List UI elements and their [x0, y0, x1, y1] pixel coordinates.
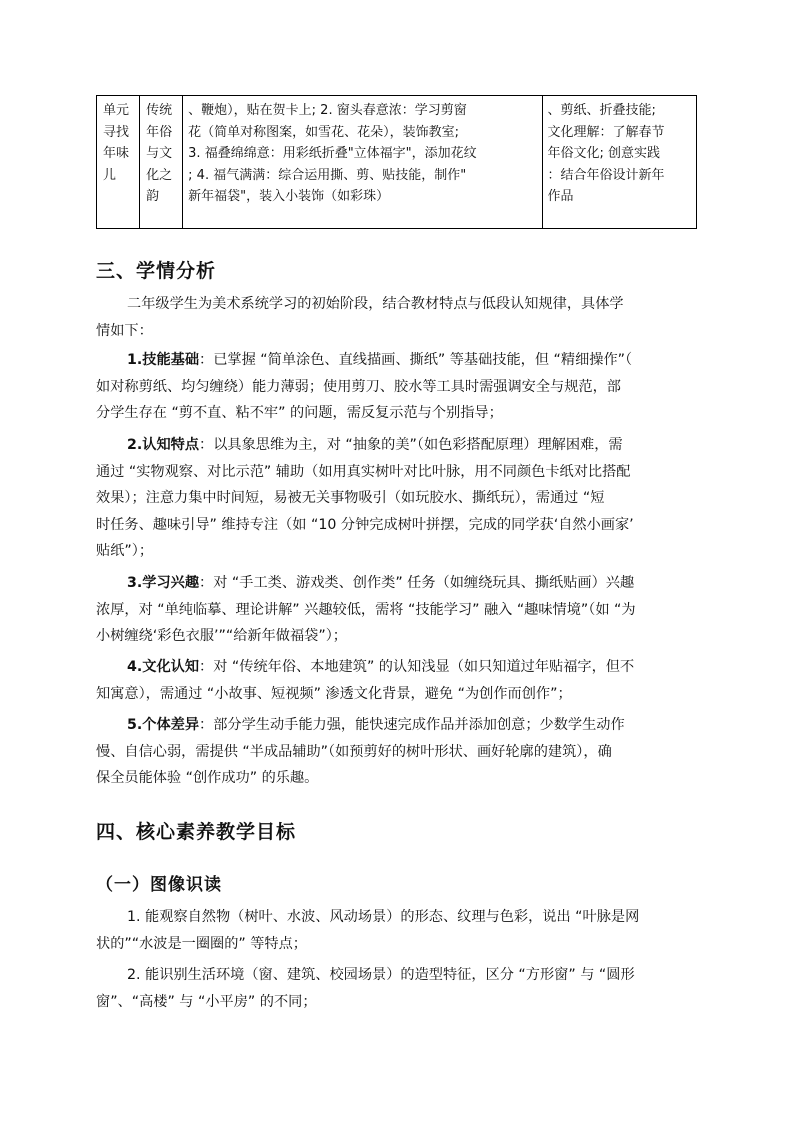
- paragraph-line: 效果）；注意力集中时间短，易被无关事物吸引（如玩胶水、撕纸玩），需通过 “短: [96, 490, 605, 506]
- analysis-item: [96, 712, 698, 792]
- paragraph-line: 如对称剪纸、均匀缠绕）能力薄弱；使用剪刀、胶水等工具时需强调安全与规范，部: [96, 378, 621, 395]
- item-label: 1.技能基础: [127, 352, 200, 368]
- item-text: ：部分学生动手能力强，能快速完成作品并添加创意；少数学生动作: [199, 717, 625, 733]
- analysis-item: [96, 432, 698, 565]
- paragraph-line: [96, 570, 698, 597]
- goal-item: [96, 962, 698, 1015]
- item-text: ：以具象思维为主，对 “抽象的美”（如色彩搭配原理）理解困难，需: [199, 437, 623, 453]
- cell-line: 儿: [103, 167, 117, 183]
- paragraph-line: 窗”、“高楼” 与 “小平房” 的不同；: [96, 993, 317, 1010]
- cell-line: 文化理解：了解春节: [547, 124, 665, 140]
- paragraph-line: 保全员能体验 “创作成功” 的乐趣。: [96, 770, 319, 786]
- item-label: 2.认知特点: [127, 437, 200, 453]
- cell-line: 新年福袋"，装入小装饰（如彩珠）: [188, 189, 390, 204]
- cell-line: 年味: [103, 146, 130, 161]
- cell-line: 花（简单对称图案，如雪花、花朵），装饰教室;: [188, 124, 460, 140]
- sub-heading: （一）图像识读: [96, 875, 222, 895]
- cell-line: 与文: [146, 146, 173, 161]
- section-heading: 四、核心素养教学目标: [96, 821, 297, 843]
- paragraph-line: [96, 347, 698, 374]
- analysis-item: [96, 654, 698, 707]
- unit-table: [96, 95, 697, 229]
- cell-line: 、剪纸、折叠技能;: [547, 103, 656, 118]
- cell-line: 传统: [146, 103, 173, 118]
- section-heading: 三、学情分析: [96, 260, 217, 282]
- paragraph-line: 分学生存在 “剪不直、粘不牢” 的问题，需反复示范与个别指导；: [96, 405, 503, 421]
- paragraph-line: [96, 712, 698, 739]
- paragraph-line: 小树缠绕‘彩色衣服’”“给新年做福袋”）；: [96, 628, 347, 644]
- unit-name-cell: [97, 96, 140, 229]
- paragraph-line: 知寓意），需通过 “小故事、短视频” 渗透文化背景，避免 “为创作而创作”；: [96, 685, 572, 702]
- analysis-item: [96, 347, 698, 427]
- cell-line: 年俗: [146, 124, 173, 140]
- cell-line: 3. 福叠绵绵意：用彩纸折叠"立体福字"，添加花纹: [188, 146, 477, 161]
- paragraph-line: 1. 能观察自然物（树叶、水波、风动场景）的形态、纹理与色彩，说出 “叶脉是网: [127, 909, 640, 925]
- paragraph-line: 时任务、趣味引导” 维持专注（如 “10 分钟完成树叶拼摆，完成的同学获‘自然小画家’: [96, 516, 634, 533]
- cell-line: ：结合年俗设计新年: [547, 167, 665, 183]
- item-text: ：对 “传统年俗、本地建筑” 的认知浅显（如只知道过年贴福字，但不: [199, 659, 635, 675]
- paragraph-line: 2. 能识别生活环境（窗、建筑、校园场景）的造型特征，区分 “方形窗” 与 “圆形: [127, 967, 635, 983]
- item-label: 3.学习兴趣: [127, 575, 200, 591]
- cell-line: 年俗文化; 创意实践: [547, 146, 661, 161]
- cell-line: 韵: [146, 189, 160, 204]
- analysis-item: [96, 570, 698, 650]
- cell-line: 寻找: [103, 124, 130, 140]
- paragraph-line: 浓厚，对 “单纯临摹、理论讲解” 兴趣较低，需将 “技能学习” 融入 “趣味情境”（如 “为: [96, 601, 636, 618]
- cell-line: 、鞭炮），贴在贺卡上; 2. 窗头春意浓：学习剪窗: [188, 103, 467, 118]
- cell-line: 单元: [103, 103, 130, 118]
- paragraph-line: 慢、自信心弱，需提供 “半成品辅助”（如预剪好的树叶形状、画好轮廓的建筑），确: [96, 743, 612, 760]
- paragraph-line: 状的”“水波是一圈圈的” 等特点；: [96, 935, 307, 952]
- item-text: ：已掌握 “简单涂色、直线描画、撕纸” 等基础技能，但 “精细操作”（: [199, 352, 633, 368]
- paragraph-line: 贴纸”）；: [96, 543, 154, 559]
- item-label: 5.个体差异: [127, 717, 200, 733]
- paragraph-line: 情如下：: [96, 322, 153, 339]
- cell-line: 作品: [547, 189, 574, 204]
- paragraph-line: 二年级学生为美术系统学习的初始阶段，结合教材特点与低段认知规律，具体学: [127, 296, 624, 312]
- goal-item: [96, 904, 698, 957]
- item-text: ：对 “手工类、游戏类、创作类” 任务（如缠绕玩具、撕纸贴画）兴趣: [199, 575, 635, 591]
- table-row: [97, 96, 697, 229]
- cell-line: 化之: [146, 167, 173, 183]
- item-label: 4.文化认知: [127, 659, 200, 675]
- activities-cell: [183, 96, 542, 229]
- paragraph-line: [96, 432, 698, 459]
- paragraph-line: 通过 “实物观察、对比示范” 辅助（如用真实树叶对比叶脉，用不同颜色卡纸对比搭配: [96, 463, 631, 480]
- cell-line: ; 4. 福气满满：综合运用撕、剪、贴技能，制作": [188, 167, 467, 183]
- goals-cell: [542, 96, 696, 229]
- theme-cell: [140, 96, 183, 229]
- intro-paragraph: [96, 291, 698, 344]
- paragraph-line: [96, 654, 698, 681]
